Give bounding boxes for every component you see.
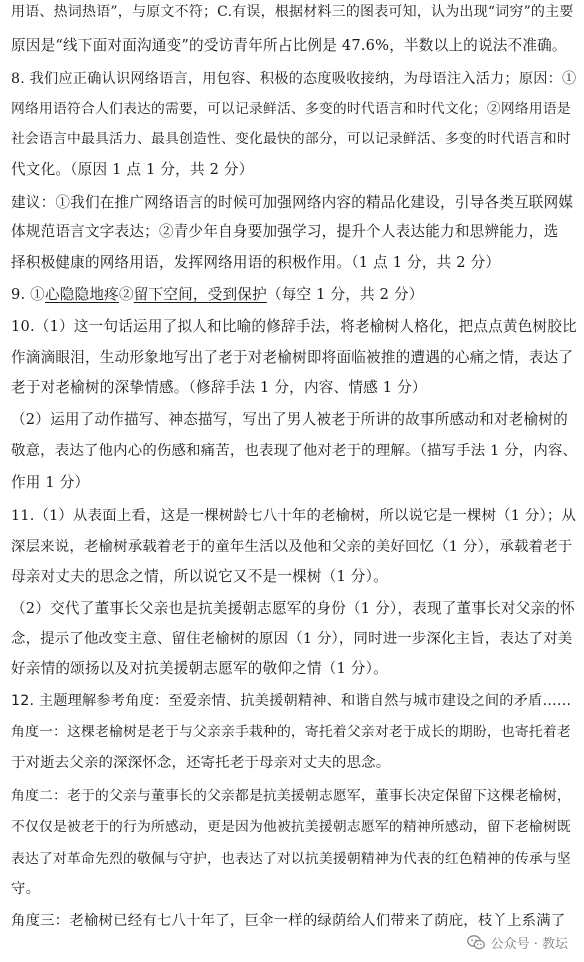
text-line: 念，提示了他改变主意、留住老榆树的原因（1 分），同时进一步深化主旨，表达了对美 (11, 631, 573, 647)
text-line: 敬意，表达了他内心的伤感和痛苦，也表现了他对老于的理解。（描写手法 1 分，内容、 (11, 443, 578, 459)
watermark-text: 公众号 · 教坛 (490, 937, 568, 952)
text-line: 角度三：老榆树已经有七八十年了，巨伞一样的绿荫给人们带来了荫庇，枝丫上系满了 (11, 913, 566, 929)
text-line: 建议：①我们在推广网络语言的时候可加强网络内容的精品化建设，引导各类互联网媒 (11, 194, 574, 211)
text-line: 深层来说，老榆树承载着老于的童年生活以及他和父亲的美好回忆（1 分），承载着老于 (11, 539, 573, 555)
text-line: 代文化。（原因 1 点 1 分，共 2 分） (11, 161, 254, 178)
q9-score: （每空 1 分，共 2 分） (266, 286, 424, 303)
text-line: 表达了对革命先烈的敬佩与守护，也表达了对以抗美援朝精神为代表的红色精神的传承与坚 (11, 851, 571, 867)
text-line: 不仅仅是被老于的行为所感动，更是因为他被抗美援朝志愿军的精神所感动，留下老榆树既 (11, 819, 571, 835)
q9-circle-2: ② (118, 286, 134, 303)
text-line: 12. 主题理解参考角度：至爱亲情、抗美援朝精神、和谐自然与城市建设之间的矛盾…… (11, 693, 572, 709)
q9-answer-2: 留下空间，受到保护 (133, 286, 267, 303)
text-line: 原因是“线下面对面沟通变”的受访青年所占比例是 47.6%，半数以上的说法不准确。 (11, 37, 567, 54)
text-line: 社会语言中最具活力、最具创造性、变化最快的部分，可以记录鲜活、多变的时代语言和时 (11, 131, 571, 147)
text-line: （2）交代了董事长父亲也是抗美援朝志愿军的身份（1 分），表现了董事长对父亲的怀 (11, 600, 575, 617)
question-9-answer (11, 285, 424, 305)
text-line: 作滴滴眼泪，生动形象地写出了老于对老榆树即将面临被推的遭遇的心痛之情，表达了 (11, 349, 574, 366)
text-line: 10.（1）这一句话运用了拟人和比喻的修辞手法，将老榆树人格化，把点点黄色树胶比 (11, 318, 577, 335)
text-line: 网络用语符合人们表达的需要，可以记录鲜活、多变的时代语言和时代文化；②网络用语是 (11, 101, 571, 117)
wechat-icon (467, 935, 485, 950)
text-line: 老于对老榆树的深挚情感。（修辞手法 1 分，内容、情感 1 分） (11, 379, 427, 396)
text-line: 8. 我们应正确认识网络语言，用包容、积极的态度吸收接纳，为母语注入活力；原因：① (11, 71, 577, 87)
text-line: 角度二：老于的父亲与董事长的父亲都是抗美援朝志愿军，董事长决定保留下这棵老榆树， (11, 788, 571, 804)
text-line: 择积极健康的网络用语，发挥网络用语的积极作用。（1 点 1 分，共 2 分） (11, 254, 501, 271)
text-line: 于对逝去父亲的深深怀念，还寄托老于母亲对丈夫的思念。 (11, 755, 391, 771)
q9-prefix: 9. ① (11, 286, 45, 303)
text-line: 母亲对丈夫的思念之情，所以说它又不是一棵树（1 分）。 (11, 568, 388, 585)
text-line: 好亲情的颂扬以及对抗美援朝志愿军的敬仰之情（1 分）。 (11, 660, 388, 677)
text-line: 体规范语言文字表达；②青少年自身要加强学习，提升个人表达能力和思辨能力，选 (11, 223, 559, 240)
text-line: 守。 (11, 881, 41, 897)
text-line: 作用 1 分） (11, 474, 90, 491)
text-line: 用语、热词热语”，与原文不符；C.有误，根据材料三的图表可知，认为出现“词穷”的主要 (11, 4, 574, 20)
text-line: 角度一：这棵老榆树是老于与父亲亲手栽种的，寄托着父亲对老于成长的期盼，也寄托着老 (11, 724, 571, 740)
wechat-watermark (463, 931, 572, 954)
text-line: （2）运用了动作描写、神态描写，写出了男人被老于所讲的故事所感动和对老榆树的 (11, 411, 568, 428)
text-line: 11.（1）从表面上看，这是一棵树龄七八十年的老榆树，所以说它是一棵树（1 分）；从 (11, 508, 577, 524)
q9-answer-1: 心隐隐地疼 (44, 286, 119, 303)
